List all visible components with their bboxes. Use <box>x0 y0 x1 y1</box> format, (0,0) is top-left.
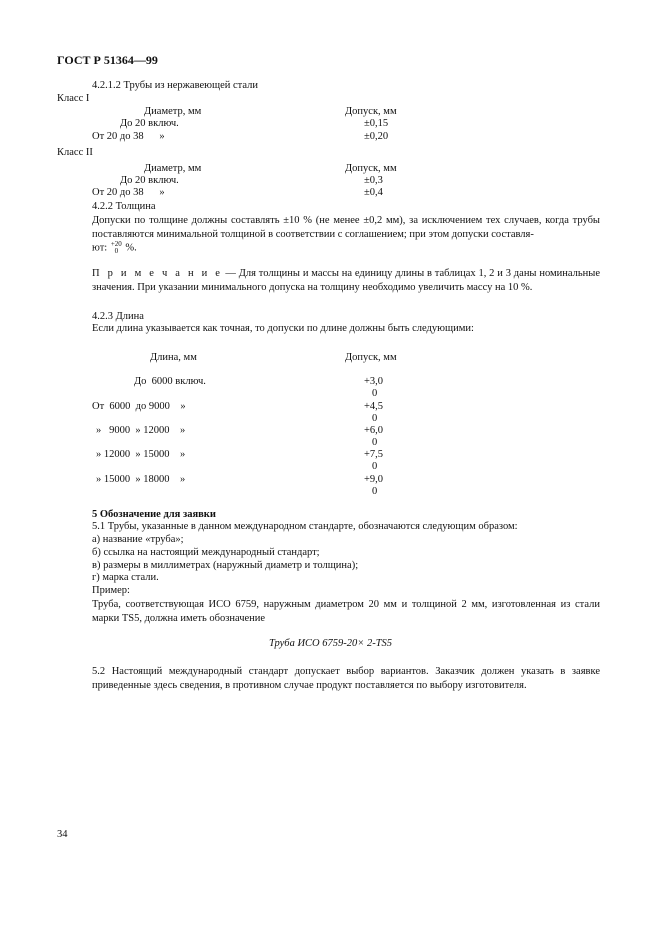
thickness-tol-upper: +20 <box>110 240 122 248</box>
thickness-tolerance-prefix: ют: <box>92 242 108 254</box>
class2-row-diameter: До 20 включ. <box>120 175 179 186</box>
doc-code-header: ГОСТ Р 51364—99 <box>57 53 158 67</box>
example-label: Пример: <box>92 585 130 596</box>
length-col-length: Длина, мм <box>150 352 197 363</box>
thickness-paragraph <box>92 214 600 241</box>
thickness-tolerance-stack <box>111 241 122 255</box>
length-tol-lower: 0 <box>372 486 378 497</box>
class2-col-diameter: Диаметр, мм <box>144 163 202 174</box>
length-row: » 9000 » 12000 » <box>96 425 186 436</box>
section5-list-item: а) название «труба»; <box>92 534 184 545</box>
class1-row-diameter: От 20 до 38 » <box>92 131 165 142</box>
class1-label: Класс I <box>57 93 90 104</box>
length-row: От 6000 до 9000 » <box>92 401 186 412</box>
length-tol-upper: +4,5 <box>364 401 384 412</box>
length-row: » 15000 » 18000 » <box>96 474 186 485</box>
length-tol-lower: 0 <box>372 413 378 424</box>
example-text: Труба, соответствующая ИСО 6759, наружным диаметром 20 мм и толщиной 2 мм, изготовленная из стали марки TS5, должна иметь обозначение <box>92 599 600 624</box>
length-row: » 12000 » 15000 » <box>96 449 186 460</box>
thickness-paragraph-text: Допуски по толщине должны составлять ±10 % (не менее ±0,2 мм), за исключением тех случаев, когда трубы поставляются минимальной толщиной в соответствии с соглашением; при этом допуски составля- <box>92 215 600 240</box>
length-tol-upper: +3,0 <box>364 376 384 387</box>
thickness-heading: 4.2.2 Толщина <box>92 201 156 212</box>
note-text: — Для толщины и массы на единицу длины в таблицах 1, 2 и 3 даны номинальные значения. При указании минимального допуска на толщину необходимо увеличить массу на 10 %. <box>92 268 600 293</box>
length-intro: Если длина указывается как точная, то допуски по длине должны быть следующими: <box>92 323 474 334</box>
section5-list-item: в) размеры в миллиметрах (наружный диаметр и толщина); <box>92 560 359 571</box>
thickness-tol-lower: 0 <box>114 247 119 255</box>
class2-row-tolerance: ±0,3 <box>364 175 383 186</box>
length-row: До 6000 включ. <box>134 376 206 387</box>
class1-col-diameter: Диаметр, мм <box>144 106 202 117</box>
thickness-tolerance-line <box>92 241 137 255</box>
class2-col-tolerance: Допуск, мм <box>345 163 397 174</box>
section5-p51: 5.1 Трубы, указанные в данном международном стандарте, обозначаются следующим образом: <box>92 521 518 532</box>
section5-list-item: б) ссылка на настоящий международный стандарт; <box>92 547 320 558</box>
length-tol-upper: +7,5 <box>364 449 384 460</box>
class1-row-tolerance: ±0,15 <box>364 118 389 129</box>
section5-heading: 5 Обозначение для заявки <box>92 509 216 520</box>
section5-p52: 5.2 Настоящий международный стандарт допускает выбор вариантов. Заказчик должен указать в заявке приведенные здесь сведения, в противном случае продукт поставляется по выбору изготовителя. <box>92 666 600 691</box>
class2-row-tolerance: ±0,4 <box>364 187 383 198</box>
class2-label: Класс II <box>57 147 93 158</box>
length-tol-lower: 0 <box>372 388 378 399</box>
length-heading: 4.2.3 Длина <box>92 311 144 322</box>
length-tol-upper: +6,0 <box>364 425 384 436</box>
thickness-note <box>92 267 600 294</box>
length-tol-upper: +9,0 <box>364 474 384 485</box>
class1-col-tolerance: Допуск, мм <box>345 106 397 117</box>
page-number: 34 <box>57 829 68 840</box>
length-tol-lower: 0 <box>372 437 378 448</box>
length-col-tolerance: Допуск, мм <box>345 352 397 363</box>
thickness-tol-unit: %. <box>125 242 137 254</box>
designation: Труба ИСО 6759-20× 2-TS5 <box>268 638 393 649</box>
length-tol-lower: 0 <box>372 461 378 472</box>
stainless-heading: 4.2.1.2 Трубы из нержавеющей стали <box>92 80 258 91</box>
section5-list-item: г) марка стали. <box>92 572 159 583</box>
class1-row-tolerance: ±0,20 <box>364 131 389 142</box>
class1-row-diameter: До 20 включ. <box>120 118 179 129</box>
class2-row-diameter: От 20 до 38 » <box>92 187 165 198</box>
note-label: П р и м е ч а н и е <box>92 268 223 279</box>
